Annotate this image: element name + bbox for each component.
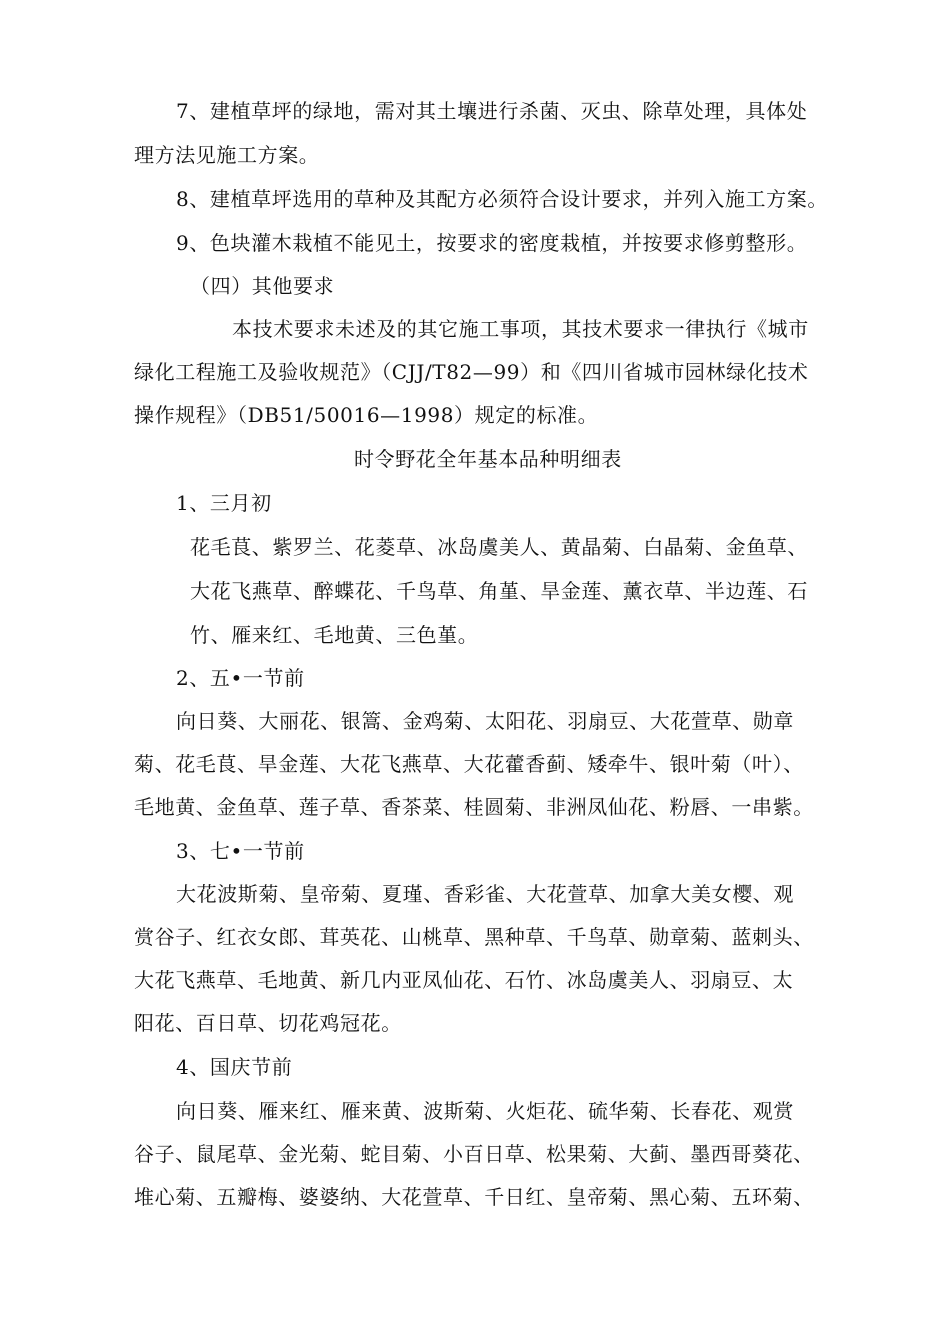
group-1-line-2: 大花飞燕草、醉蝶花、千鸟草、角堇、旱金莲、薰衣草、半边莲、石 [190, 579, 808, 603]
group-2-line-1: 向日葵、大丽花、银篙、金鸡菊、太阳花、羽扇豆、大花萱草、勋章 [176, 709, 794, 733]
section-4-line-3: 操作规程》（DB51/50016—1998）规定的标准。 [134, 403, 599, 427]
section-4-line-1: 本技术要求未述及的其它施工事项，其技术要求一律执行《城市 [232, 317, 809, 341]
section-4-line-2: 绿化工程施工及验收规范》（CJJ/T82—99）和《四川省城市园林绿化技术 [134, 360, 809, 384]
group-3-line-1: 大花波斯菊、皇帝菊、夏瑾、香彩雀、大花萱草、加拿大美女樱、观 [176, 882, 794, 906]
group-4-line-2: 谷子、鼠尾草、金光菊、蛇目菊、小百日草、松果菊、大蓟、墨西哥葵花、 [134, 1142, 814, 1166]
item-9: 9、色块灌木栽植不能见土，按要求的密度栽植，并按要求修剪整形。 [176, 231, 808, 255]
group-3-line-4: 阳花、百日草、切花鸡冠花。 [134, 1011, 402, 1035]
table-title: 时令野花全年基本品种明细表 [354, 447, 622, 471]
group-4-line-1: 向日葵、雁来红、雁来黄、波斯菊、火炬花、硫华菊、长春花、观赏 [176, 1099, 794, 1123]
group-3-line-3: 大花飞燕草、毛地黄、新几内亚凤仙花、石竹、冰岛虞美人、羽扇豆、太 [134, 968, 794, 992]
group-3-line-2: 赏谷子、红衣女郎、茸英花、山桃草、黑种草、千鸟草、勋章菊、蓝刺头、 [134, 925, 814, 949]
item-7-line-2: 理方法见施工方案。 [134, 143, 320, 167]
section-4-heading: （四）其他要求 [190, 274, 335, 298]
item-8: 8、建植草坪选用的草种及其配方必须符合设计要求，并列入施工方案。 [176, 187, 828, 211]
group-3-heading: 3、七•一节前 [176, 839, 305, 863]
group-2-heading: 2、五•一节前 [176, 666, 305, 690]
group-4-line-3: 堆心菊、五瓣梅、婆婆纳、大花萱草、千日红、皇帝菊、黑心菊、五环菊、 [134, 1185, 814, 1209]
group-1-line-1: 花毛茛、紫罗兰、花菱草、冰岛虞美人、黄晶菊、白晶菊、金鱼草、 [190, 535, 808, 559]
group-1-line-3: 竹、雁来红、毛地黄、三色堇。 [190, 623, 479, 647]
item-7-line-1: 7、建植草坪的绿地，需对其土壤进行杀菌、灭虫、除草处理，具体处 [176, 99, 808, 123]
group-1-heading: 1、三月初 [176, 491, 272, 515]
group-2-line-2: 菊、花毛茛、旱金莲、大花飞燕草、大花藿香蓟、矮牵牛、银叶菊（叶）、 [134, 752, 804, 776]
group-2-line-3: 毛地黄、金鱼草、莲子草、香茶菜、桂圆菊、非洲凤仙花、粉唇、一串紫。 [134, 795, 814, 819]
group-4-heading: 4、国庆节前 [176, 1055, 293, 1079]
